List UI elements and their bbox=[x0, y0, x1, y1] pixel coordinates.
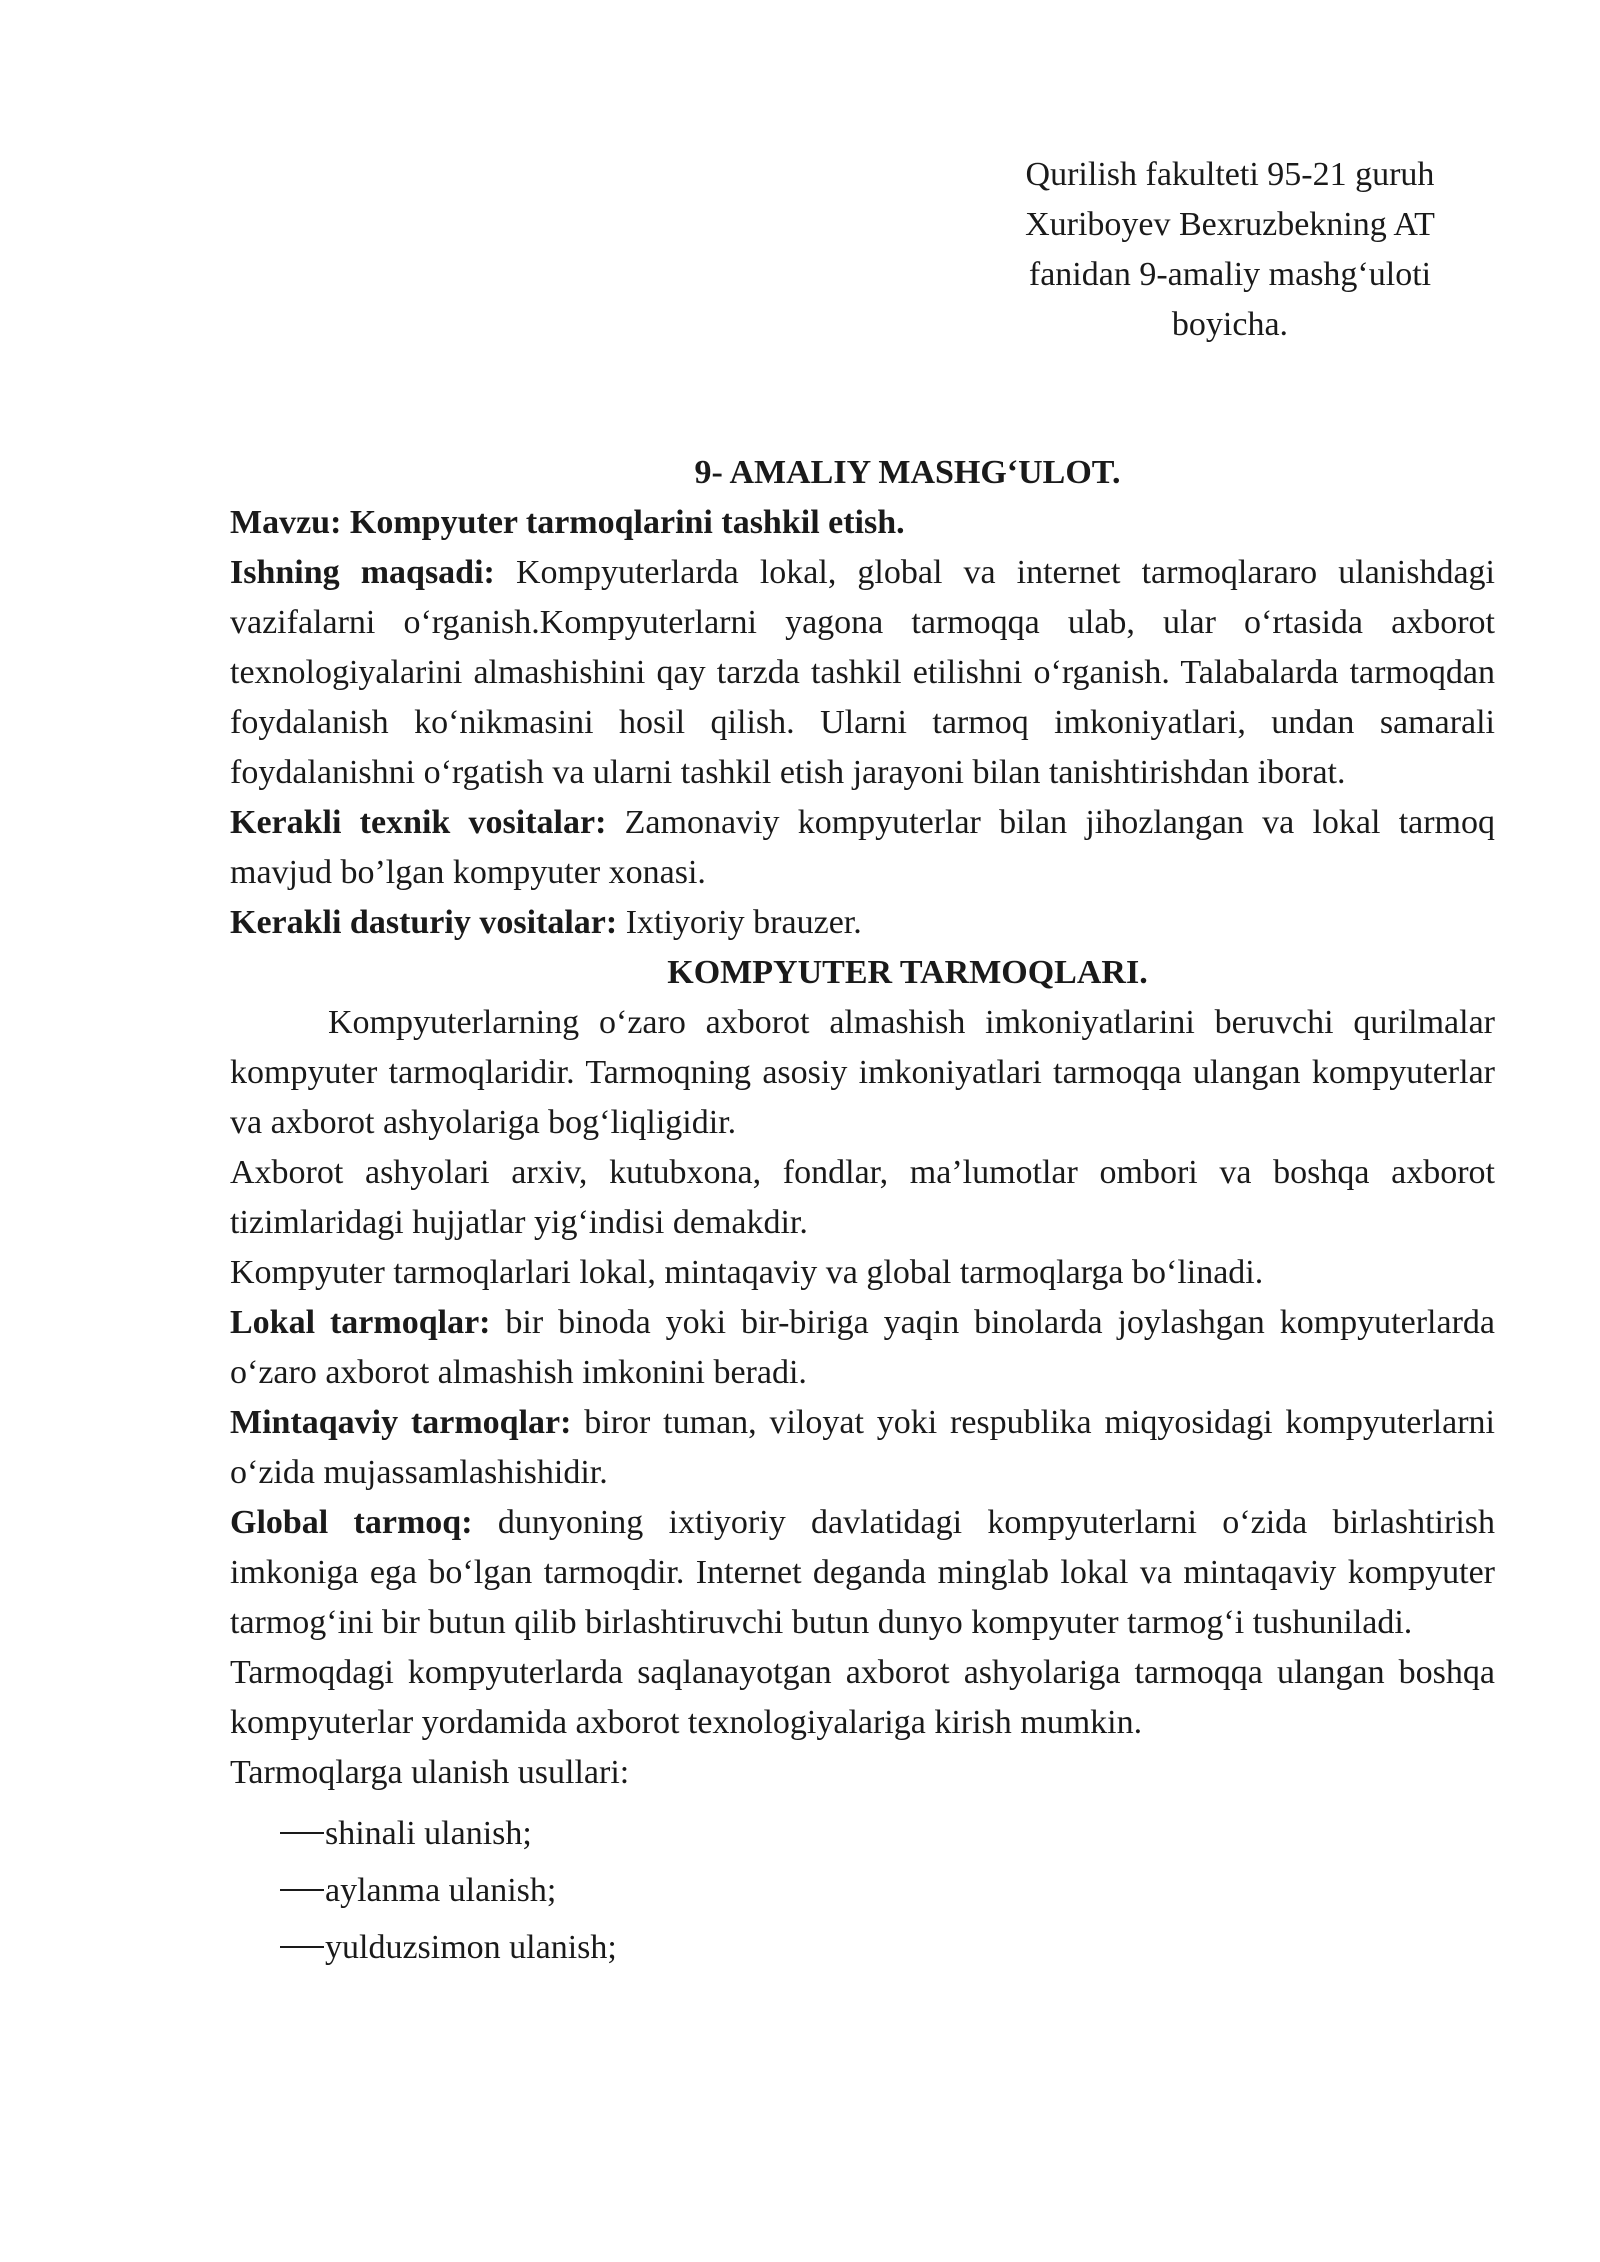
access-paragraph: Tarmoqdagi kompyuterlarda saqlanayotgan axborot ashyolariga tarmoqqa ulangan boshqa kompyuterlar yordamida axborot texnologiyalariga kirish mumkin. bbox=[230, 1654, 1495, 1741]
regional-network-label: Mintaqaviy tarmoqlar: bbox=[230, 1404, 572, 1441]
hardware-paragraph bbox=[230, 798, 1495, 898]
local-network-text: bir binoda yoki bir-biriga yaqin binolarda joylashgan kompyuterlarda o‘zaro axborot almashish imkonini beradi. bbox=[230, 1304, 1495, 1391]
topic-text: Mavzu: Kompyuter tarmoqlarini tashkil etish. bbox=[230, 504, 905, 541]
list-item bbox=[230, 1919, 1495, 1976]
dash-bullet-icon bbox=[280, 1946, 324, 1948]
header-line-3: fanidan 9-amaliy mashg‘uloti bbox=[1028, 256, 1432, 293]
local-network-paragraph bbox=[230, 1298, 1495, 1398]
software-label: Kerakli dasturiy vositalar: bbox=[230, 904, 618, 941]
software-paragraph bbox=[230, 898, 1495, 948]
dash-bullet-icon bbox=[280, 1889, 324, 1891]
goal-text: Kompyuterlarda lokal, global va internet tarmoqlararo ulanishdagi vazifalarni o‘rganish.Kompyuterlarni yagona tarmoqqa ulab, ular o‘rtasida axborot texnologiyalarini almashishini qay tarzda tashkil etilishni o‘rganish. Talabalarda tarmoqdan foydalanish ko‘nikmasini hosil qilish. Ularni tarmoq imkoniyatlari, undan samarali foydalanishni o‘rgatish va ularni tashkil etish jarayoni bilan tanishtirishdan iborat. bbox=[230, 554, 1496, 791]
list-item-text: yulduzsimon ulanish; bbox=[325, 1929, 617, 1966]
header-line-4: boyicha. bbox=[1171, 306, 1289, 343]
header-line-2: Xuriboyev Bexruzbekning AT bbox=[1025, 206, 1435, 243]
list-item bbox=[230, 1805, 1495, 1862]
goal-paragraph bbox=[230, 548, 1495, 798]
resources-paragraph: Axborot ashyolari arxiv, kutubxona, fondlar, ma’lumotlar ombori va boshqa axborot tizimlaridagi hujjatlar yig‘indisi demakdir. bbox=[230, 1154, 1495, 1241]
types-paragraph: Kompyuter tarmoqlarlari lokal, mintaqaviy va global tarmoqlarga bo‘linadi. bbox=[230, 1254, 1264, 1291]
local-network-label: Lokal tarmoqlar: bbox=[230, 1304, 491, 1341]
list-item-text: aylanma ulanish; bbox=[325, 1872, 557, 1909]
goal-label: Ishning maqsadi: bbox=[230, 554, 495, 591]
hardware-label: Kerakli texnik vositalar: bbox=[230, 804, 607, 841]
header-line-1: Qurilish fakulteti 95-21 guruh bbox=[1025, 156, 1435, 193]
global-network-paragraph bbox=[230, 1498, 1495, 1648]
dash-bullet-icon bbox=[280, 1832, 324, 1834]
connection-methods-heading: Tarmoqlarga ulanish usullari: bbox=[230, 1754, 630, 1791]
page-title: 9- AMALIY MASHG‘ULOT. bbox=[694, 454, 1121, 491]
global-network-label: Global tarmoq: bbox=[230, 1504, 473, 1541]
list-item-text: shinali ulanish; bbox=[325, 1815, 532, 1852]
regional-network-paragraph bbox=[230, 1398, 1495, 1498]
list-item bbox=[230, 1862, 1495, 1919]
hardware-text: Zamonaviy kompyuterlar bilan jihozlangan va lokal tarmoq mavjud bo’lgan kompyuter xonasi. bbox=[230, 804, 1495, 891]
global-network-text: dunyoning ixtiyoriy davlatidagi kompyuterlarni o‘zida birlashtirish imkoniga ega bo‘lgan tarmoqdir. Internet deganda minglab lokal va mintaqaviy kompyuter tarmog‘ini bir butun qilib birlashtiruvchi butun dunyo kompyuter tarmog‘i tushuniladi. bbox=[230, 1504, 1495, 1641]
regional-network-text: biror tuman, viloyat yoki respublika miqyosidagi kompyuterlarni o‘zida mujassamlashishidir. bbox=[230, 1404, 1495, 1491]
author-header bbox=[960, 150, 1500, 350]
section-title: KOMPYUTER TARMOQLARI. bbox=[667, 954, 1148, 991]
software-text: Ixtiyoriy brauzer. bbox=[617, 904, 862, 941]
intro-paragraph: Kompyuterlarning o‘zaro axborot almashish imkoniyatlarini beruvchi qurilmalar kompyuter tarmoqlaridir. Tarmoqning asosiy imkoniyatlari tarmoqqa ulangan kompyuterlar va axborot ashyolariga bog‘liqligidir. bbox=[230, 1004, 1495, 1141]
connection-methods-list bbox=[230, 1805, 1495, 1976]
document-body bbox=[230, 448, 1495, 1976]
topic-line bbox=[230, 498, 1495, 548]
